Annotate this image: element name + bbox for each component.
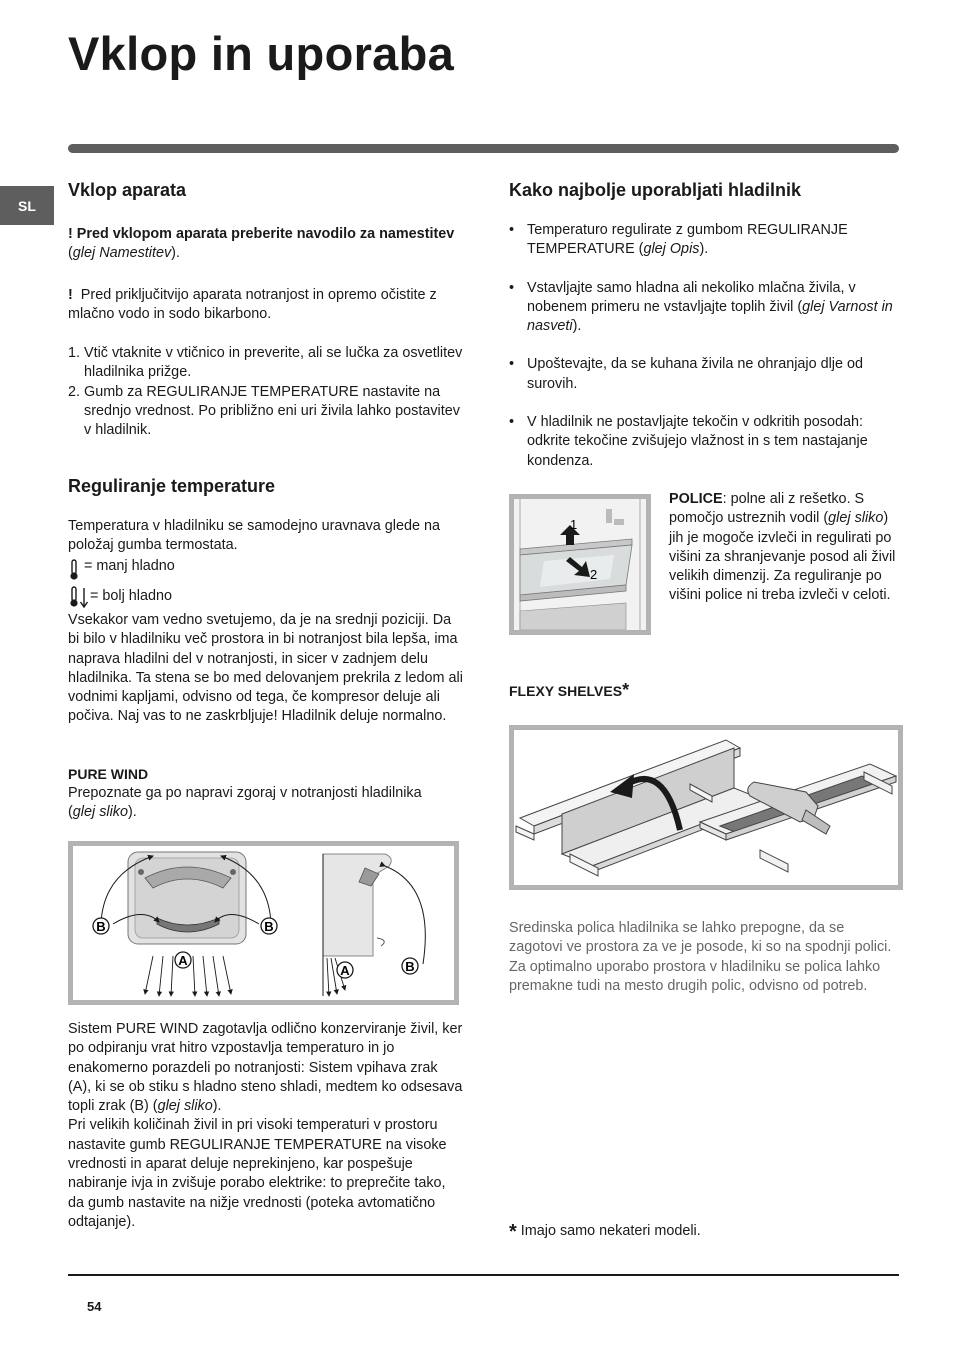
pure-wind-intro-text: Prepoznate ga po napravi zgoraj v notranjosti hladilnika	[68, 785, 422, 801]
pure-wind-intro: Prepoznate ga po napravi zgoraj v notranjosti hladilnika (glej sliko).	[68, 785, 422, 821]
warning-text-bold: Pred vklopom aparata preberite navodilo za namestitev	[76, 226, 455, 242]
legend-less-cold	[68, 557, 463, 579]
reference-link: glej sliko	[828, 510, 884, 527]
reference-link: glej Namestitev	[72, 245, 172, 262]
section-heading-vklop: Vklop aparata	[68, 180, 187, 200]
tip-text: Upoštevajte, da se kuhana živila ne ohranjajo dlje od surovih.	[527, 356, 864, 392]
pure-wind-heading: PURE WIND	[68, 766, 149, 782]
warning-text: Pred priključitvijo aparata notranjost in opremo očistite z mlačno vodo in sodo bikarbono.	[68, 287, 437, 323]
legend-label: = bolj hladno	[90, 588, 173, 604]
shelf-figure	[509, 494, 651, 635]
shelves-label: POLICE	[669, 491, 723, 507]
reference-link: glej Varnost in nasveti	[527, 298, 893, 335]
label-b-side: B	[405, 959, 415, 974]
step-number: 1.	[68, 345, 81, 361]
warning-clean-interior	[68, 286, 463, 325]
step-item	[68, 383, 463, 441]
shelf-illustration	[514, 499, 646, 630]
section-heading-best-use: Kako najbolje uporabljati hladilnik	[509, 180, 802, 200]
tip-item	[509, 413, 899, 471]
flexy-heading-text: FLEXY SHELVES	[509, 683, 623, 699]
flexy-shelves-heading	[509, 681, 629, 701]
shelves-text-2: ) jih je mogoče izvleči in regulirati po višini za shranjevanje posod ali živil velikih dimenzij. Za reguliranje po višini police ni treba izvleči v celoti.	[669, 510, 896, 604]
thermometer-down-arrow-icon	[68, 586, 90, 610]
shelf-label-2: 2	[590, 567, 598, 582]
label-b-right: B	[264, 919, 274, 934]
reference-link: glej sliko	[72, 804, 128, 821]
flexy-shelves-figure	[509, 725, 903, 890]
step-item	[68, 344, 463, 383]
temperature-intro: Temperatura v hladilniku se samodejno uravnava glede na položaj gumba termostata.	[68, 518, 440, 554]
page-title: Vklop in uporaba	[68, 27, 455, 80]
label-a-front: A	[178, 953, 188, 968]
label-b-left: B	[96, 919, 106, 934]
warning-mark: !	[68, 287, 73, 303]
tip-item	[509, 355, 899, 394]
asterisk-mark: *	[509, 1221, 517, 1243]
tip-text: V hladilnik ne postavljajte tekočin v odkritih posodah: odkrite tekočine zvišujejo vlažnost in s tem nastajanje kondenza.	[527, 414, 868, 469]
tip-item	[509, 221, 899, 260]
legend-label: = manj hladno	[84, 558, 175, 574]
footnote-text: Imajo samo nekateri modeli.	[520, 1223, 701, 1239]
label-a-side: A	[340, 963, 350, 978]
flexy-shelves-illustration	[514, 730, 898, 885]
tip-text-tail: ).	[699, 241, 709, 258]
tip-text-tail: ).	[572, 318, 582, 335]
reference-link: glej Opis	[643, 241, 700, 258]
pure-wind-text-2: Pri velikih količinah živil in pri visoki temperaturi v prostoru nastavite gumb REGULIRANJE TEMPERATURE na visoke vrednosti in aparat deluje neprekinjeno, kar pospešuje nabiranje ivja in zvišuje porabo elektrike: to preprečite tako, da gumb nastavite na nižje vrednosti (poteka avtomatično odtajanje).	[68, 1117, 447, 1230]
thermometer-icon	[68, 559, 80, 581]
shelves-text: : polne ali z rešetko. S pomočjo ustreznih vodil (	[669, 491, 865, 527]
section-heading-temperature: Reguliranje temperature	[68, 476, 276, 496]
flexy-shelves-description: Sredinska polica hladilnika se lahko prepogne, da se zagotovi ve prostora za ve je posode, ki so na spodnji polici. Za optimalno uporabo prostora v hladilniku se polica lahko premakne tudi na mesto drugih polic, odvisno od potreb.	[509, 920, 892, 994]
tip-text: Vstavljajte samo hladna ali nekoliko mlačna živila, v nobenem primeru ne vstavljajte toplih živil (	[527, 279, 856, 315]
tip-text: Temperaturo regulirate z gumbom REGULIRANJE TEMPERATURE (	[527, 222, 848, 258]
step-number: 2.	[68, 383, 81, 400]
reference-link: glej sliko	[157, 1098, 213, 1115]
step-text: Vtič vtaknite v vtičnico in preverite, ali se lučka za osvetlitev hladilnika prižge.	[84, 345, 463, 381]
header-divider-bar	[68, 144, 899, 153]
pure-wind-text: Sistem PURE WIND zagotavlja odlično konzerviranje živil, ker po odpiranju vrat hitro vzpostavlja temperaturo in jo enakomerno porazdeli po notranjosti: Sistem vpihava zrak (A), ki se ob stiku s hladno steno shladi, medtem ko odsesava topli zrak (B)	[68, 1021, 463, 1115]
pure-wind-figure	[68, 841, 459, 1005]
startup-steps	[68, 344, 463, 440]
pure-wind-illustration	[73, 846, 454, 1000]
legend-more-cold	[68, 584, 463, 610]
shelf-label-1: 1	[570, 517, 578, 532]
language-tab: SL	[0, 186, 54, 225]
shelves-description	[669, 490, 901, 606]
temperature-body: Vsekakor vam vedno svetujemo, da je na srednji poziciji. Da bi bilo v hladilniku več prostora in bi notranjost bila lepša, ima naprava hladilni del v notranjosti, in sicer v zadnjem delu hladilnika. Ta stena se bo med delovanjem prekrila z ledom ali vodnimi kapljami, odvisno od tega, če kompresor deluje ali počiva. Naj vas to ne zaskrbljuje! Hladilnik deluje normalno.	[68, 612, 463, 725]
tip-item	[509, 279, 899, 337]
tips-list	[509, 221, 899, 490]
footer-divider	[68, 1274, 899, 1276]
page-number: 54	[87, 1299, 102, 1314]
pure-wind-description: Sistem PURE WIND zagotavlja odlično konzerviranje živil, ker po odpiranju vrat hitro vzpostavlja temperaturo in jo enakomerno porazdeli po notranjosti: Sistem vpihava zrak (A), ki se ob stiku s hladno steno shladi, medtem ko odsesava topli zrak (B) (glej sliko). Pri velikih količinah živil in pri visoki temperaturi v prostoru nastavite gumb REGULIRANJE TEMPERATURE na visoke vrednosti in aparat deluje neprekinjeno, kar pospešuje nabiranje ivja in zvišuje porabo elektrike: to preprečite tako, da gumb nastavite na nižje vrednosti (poteka avtomatično odtajanje).	[68, 1021, 463, 1230]
footnote	[509, 1222, 901, 1242]
asterisk-mark: *	[622, 680, 630, 700]
step-text: Gumb za REGULIRANJE TEMPERATURE nastavite na srednjo vrednost. Po približno eni uri živila lahko postavitev v hladilnik.	[84, 383, 460, 439]
warning-mark: !	[68, 226, 73, 242]
warning-read-instructions: ! Pred vklopom aparata preberite navodilo za namestitev (glej Namestitev).	[68, 226, 455, 262]
